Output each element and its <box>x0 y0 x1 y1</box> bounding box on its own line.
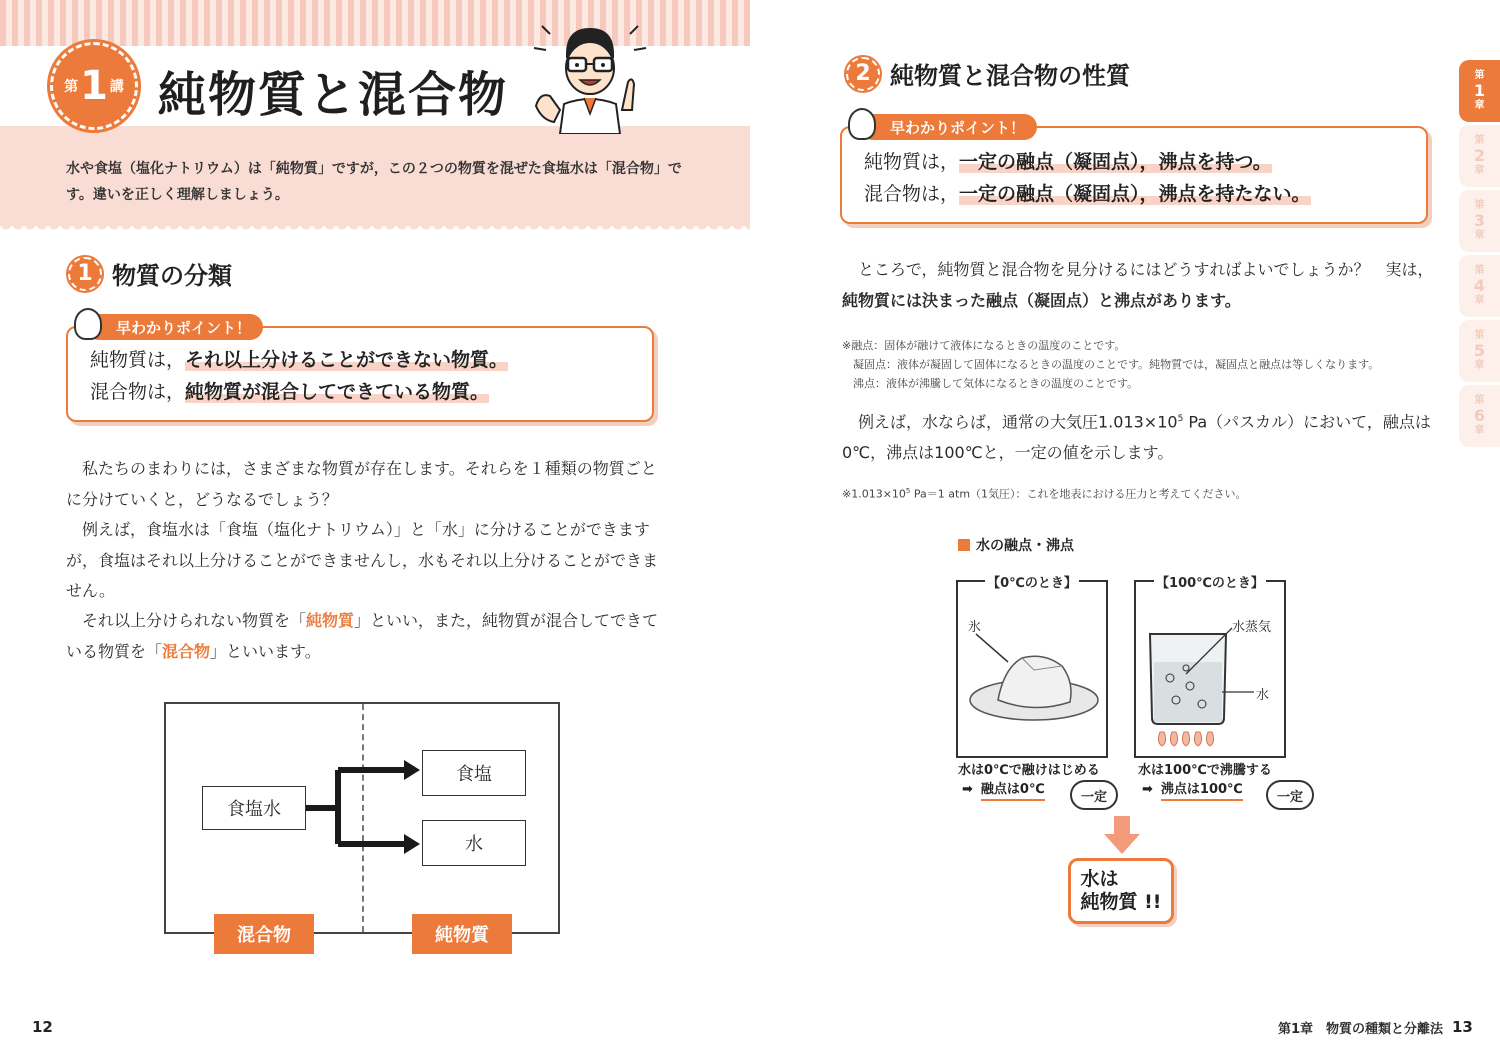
figure-label <box>958 535 1074 555</box>
tab-suffix: 章 <box>1474 165 1485 176</box>
tab-suffix: 章 <box>1474 100 1485 111</box>
paragraph-right-2 <box>842 404 1438 468</box>
panel-100c <box>1134 576 1286 758</box>
para3-part-b: 」といい，また，純物質が混合してできている物質を「 <box>66 611 659 661</box>
label-ice: 氷 <box>968 620 982 635</box>
para-right-2a: 例えば，水ならば，通常の大気圧1.013×10 <box>858 412 1178 432</box>
diagram-arrows <box>166 704 562 936</box>
diagram-output-water: 水 <box>422 820 526 866</box>
point-tag-label: 早わかりポイント！ <box>890 118 1026 137</box>
result-0c-text: 融点は0℃ <box>981 781 1045 801</box>
point-line-2 <box>90 376 508 408</box>
point-line-1 <box>864 146 1311 178</box>
conclusion-box: 水は 純物質 !! <box>1068 858 1174 924</box>
teacher-character-icon <box>530 14 650 134</box>
chapter-tab-5[interactable] <box>1459 320 1500 382</box>
term-mixture: 混合物 <box>162 641 211 661</box>
lecture-prefix: 第 <box>64 79 79 95</box>
point-line-2-highlight: 純物質が混合してできている物質。 <box>185 381 490 403</box>
chapter-tab-1[interactable] <box>1459 60 1500 122</box>
paragraph-3 <box>66 606 660 667</box>
para-right-1b: 純物質には決まった融点（凝固点）と沸点があります。 <box>842 290 1241 310</box>
note-melting-point: ※融点：固体が融けて液体になるときの温度のことです。 <box>842 339 1126 352</box>
tab-number: 2 <box>1473 146 1486 165</box>
tab-prefix: 第 <box>1474 330 1485 341</box>
label-water: 水 <box>1256 688 1270 703</box>
pressure-note <box>842 482 1442 504</box>
point-line-1-prefix: 純物質は， <box>90 349 186 371</box>
caption-100c: 水は100℃で沸騰する <box>1138 763 1272 778</box>
tab-prefix: 第 <box>1474 395 1485 406</box>
paragraph-right-1 <box>842 255 1438 316</box>
chapter-tab-2[interactable] <box>1459 125 1500 187</box>
para3-part-a: それ以上分けられない物質を「 <box>82 611 307 630</box>
constant-bubble-1: 一定 <box>1070 780 1118 810</box>
point-tag-label: 早わかりポイント！ <box>116 318 252 337</box>
tab-number: 3 <box>1473 211 1486 230</box>
point-line-1 <box>90 344 508 376</box>
classification-diagram <box>164 702 560 946</box>
constant-bubble-2: 一定 <box>1266 780 1314 810</box>
caption-0c: 水は0℃で融けはじめる <box>958 763 1100 778</box>
tag-mixture: 混合物 <box>214 914 314 954</box>
square-bullet-icon <box>958 539 970 551</box>
tab-number: 5 <box>1473 341 1486 360</box>
tab-prefix: 第 <box>1474 135 1485 146</box>
point-line-2-highlight: 一定の融点（凝固点），沸点を持たない。 <box>959 183 1311 205</box>
lecture-number: 1 <box>80 63 108 109</box>
diagram-source-box: 食塩水 <box>202 786 306 830</box>
paragraph-2: 例えば，食塩水は「食塩（塩化ナトリウム）」と「水」に分けることができますが，食塩はそれ以上分けることができませんし，水もそれ以上分けることができません。 <box>66 520 659 600</box>
result-100c-text: 沸点は100℃ <box>1161 781 1243 801</box>
point-line-1-prefix: 純物質は， <box>864 151 960 173</box>
result-0c <box>962 781 1045 801</box>
section2-number: 2 <box>846 57 880 91</box>
point-line-2-prefix: 混合物は， <box>864 183 960 205</box>
note2-a: ※1.013×10 <box>842 487 906 501</box>
section1-title: 物質の分類 <box>112 262 232 290</box>
tab-number: 1 <box>1473 81 1486 100</box>
term-pure-substance: 純物質 <box>306 611 355 630</box>
section2-point-tag <box>860 114 1037 140</box>
tab-prefix: 第 <box>1474 265 1485 276</box>
point-line-2-prefix: 混合物は， <box>90 381 186 403</box>
down-arrow-icon <box>1104 816 1140 856</box>
section1-number: 1 <box>68 257 102 291</box>
definition-notes <box>842 336 1442 393</box>
lightbulb-icon <box>848 108 876 140</box>
tab-suffix: 章 <box>1474 295 1485 306</box>
label-steam: 水蒸気 <box>1232 620 1272 635</box>
note2-exponent: 5 <box>905 487 911 495</box>
point-line-1-highlight: それ以上分けることができない物質。 <box>185 349 509 371</box>
point-line-1-highlight: 一定の融点（凝固点），沸点を持つ。 <box>959 151 1272 173</box>
chapter-tab-6[interactable] <box>1459 385 1500 447</box>
tag-pure-substance: 純物質 <box>412 914 512 954</box>
lecture-suffix: 講 <box>109 79 124 95</box>
paragraph-1: 私たちのまわりには，さまざまな物質が存在します。それらを１種類の物質ごとに分けていくと，どうなるでしょう？ <box>66 459 657 509</box>
para-right-1a: ところで，純物質と混合物を見分けるにはどうすればよいでしょうか？ 実は， <box>858 260 1434 279</box>
lecture-badge <box>50 42 138 130</box>
panel-0c <box>956 576 1108 758</box>
para3-part-c: 」といいます。 <box>210 641 321 661</box>
section1-point-tag <box>86 314 263 340</box>
panel-0c-title-text: 【0℃のとき】 <box>987 576 1077 591</box>
page-title: 純物質と混合物 <box>158 67 509 123</box>
arrow-right-icon: ➡ <box>1142 782 1153 797</box>
note-freezing-point: 凝固点：液体が凝固して固体になるときの温度のことです。純物質では，凝固点と融点は等しくなります。 <box>853 358 1380 371</box>
section2-title: 純物質と混合物の性質 <box>890 62 1130 90</box>
note2-b: Pa＝1 atm（1気圧）：これを地表における圧力と考えてください。 <box>910 487 1247 501</box>
chapter-tabs <box>1459 60 1500 450</box>
section2-heading <box>846 56 1130 91</box>
point-line-2 <box>864 178 1311 210</box>
tab-suffix: 章 <box>1474 230 1485 241</box>
running-footer: 第1章 物質の種類と分離法 <box>1278 1022 1444 1037</box>
tab-suffix: 章 <box>1474 360 1485 371</box>
result-100c <box>1142 781 1243 801</box>
page-number-left: 12 <box>32 1018 53 1036</box>
tab-number: 6 <box>1473 406 1486 425</box>
boiling-beaker-icon <box>1136 582 1288 760</box>
figure-label-text: 水の融点・沸点 <box>976 538 1074 554</box>
section1-heading <box>68 256 232 291</box>
note-boiling-point: 沸点：液体が沸騰して気体になるときの温度のことです。 <box>853 377 1139 390</box>
section2-point-box <box>840 118 1428 224</box>
arrow-right-icon: ➡ <box>962 782 973 797</box>
chapter-tab-4[interactable] <box>1459 255 1500 317</box>
tab-prefix: 第 <box>1474 70 1485 81</box>
para-right-2-exponent: 5 <box>1177 414 1184 424</box>
lightbulb-icon <box>74 308 102 340</box>
tab-prefix: 第 <box>1474 200 1485 211</box>
page-number-right: 13 <box>1452 1018 1473 1036</box>
tab-number: 4 <box>1473 276 1486 295</box>
intro-text: 水や食塩（塩化ナトリウム）は「純物質」ですが，この２つの物質を混ぜた食塩水は「混合物」です。違いを正しく理解しましょう。 <box>66 161 682 203</box>
para-right-2b: Pa（パスカル）において，融点は0℃，沸点は100℃と，一定の値を示します。 <box>842 412 1431 462</box>
section1-point-box <box>66 318 654 422</box>
ice-melting-icon <box>958 582 1110 760</box>
diagram-output-salt: 食塩 <box>422 750 526 796</box>
panel-100c-title-text: 【100℃のとき】 <box>1156 576 1264 591</box>
tab-suffix: 章 <box>1474 425 1485 436</box>
chapter-tab-3[interactable] <box>1459 190 1500 252</box>
